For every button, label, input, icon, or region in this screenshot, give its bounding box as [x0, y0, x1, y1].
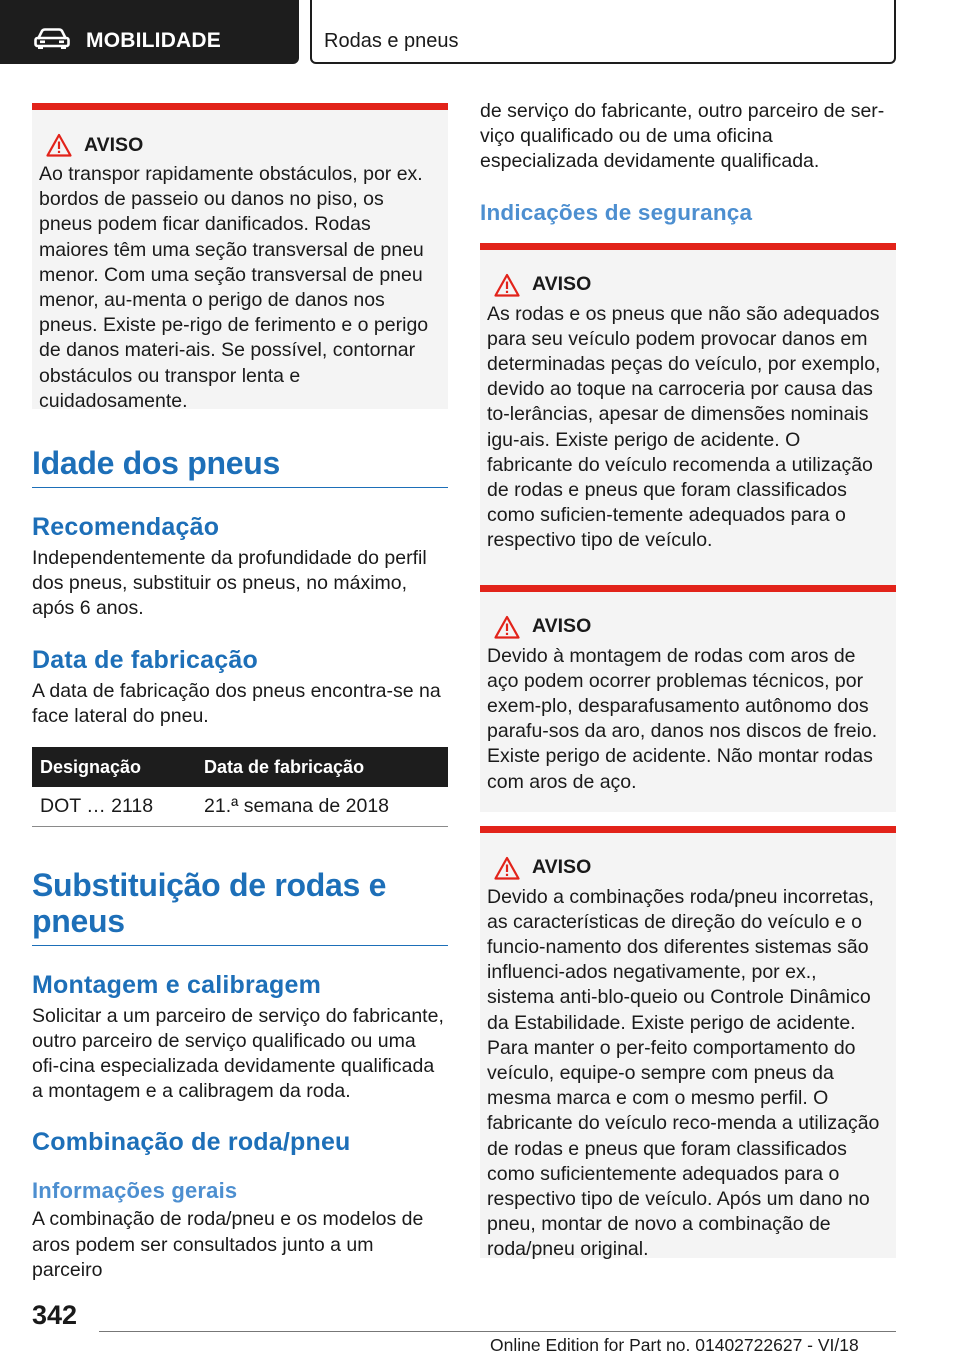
paragraph: Solicitar a um parceiro de serviço do fabricante, outro parceiro de serviço qualificado ou uma ofi-cina especializada devidamente qualificada a montagem e a calibragem da roda. — [32, 1004, 444, 1103]
edition-note: Online Edition for Part no. 01402722627 - VI/18 — [490, 1335, 859, 1355]
date-table — [32, 747, 448, 827]
warning-triangle-icon — [494, 856, 520, 880]
section-tab — [0, 0, 299, 64]
table-cell: DOT … 2118 — [32, 787, 196, 826]
warning-text: As rodas e os pneus que não são adequados para seu veículo podem provocar danos em determinadas peças do veículo, por exemplo, devido ao toque na carroceria por causa das to-lerâncias, apesar de dimensões nominais igu-ais. Existe perigo de acidente. O fabricante do veículo recomenda a utilização de rodas e pneus que foram classificados como suficien-temente adequados para o respectivo tipo de veículo. — [487, 302, 881, 552]
warning-text: Devido à montagem de rodas com aros de aço podem ocorrer problemas técnicos, por exem-plo, desparafusamento autônomo dos parafu-sos da aro, danos nos discos de freio. Existe perigo de acidente. Não montar rodas com aros de aço. — [487, 644, 878, 793]
car-icon — [34, 28, 70, 50]
warning-title: AVISO — [532, 856, 592, 879]
subsection-heading: Data de fabricação — [32, 645, 258, 674]
warning-box — [32, 103, 448, 412]
page-title: Rodas e pneus — [324, 30, 459, 52]
paragraph: de serviço do fabricante, outro parceiro de ser-viço qualificado ou de uma oficina especializada devidamente qualificada. — [480, 100, 885, 173]
minor-heading: Informações gerais — [32, 1178, 238, 1204]
left-column — [32, 103, 448, 1283]
page-number: 342 — [32, 1300, 78, 1330]
warning-header — [487, 272, 888, 298]
section-heading: Substituição de rodas e pneus — [32, 867, 448, 946]
subsection-heading: Montagem e calibragem — [32, 970, 322, 999]
warning-text: Devido a combinações roda/pneu incorretas, as características de direção do veículo e o funcio-namento dos diferentes sistemas são influenci-ados negativamente, por ex., sistema anti-blo-queio ou Controle Dinâmico da Estabilidade. Existe perigo de acidente. Para manter o per-feito comportamento do veículo, equipe-o sempre com pneus da mesma marca e com o mesmo perfil. O fabricante do veículo reco-menda a utilização de rodas e pneus que foram classificados como suficientemente adequados para o respectivo tipo de veículo. Após um dano no pneu, montar de novo a combinação de roda/pneu original. — [487, 885, 880, 1261]
subsection-heading: Recomendação — [32, 513, 220, 541]
table-cell: 21.ª semana de 2018 — [196, 787, 448, 826]
warning-title: AVISO — [532, 273, 592, 296]
warning-header — [487, 855, 888, 881]
minor-heading: Indicações de segurança — [480, 199, 753, 225]
warning-box — [480, 585, 896, 812]
warning-title: AVISO — [84, 133, 144, 156]
warning-header — [39, 132, 440, 158]
warning-triangle-icon — [46, 133, 72, 157]
warning-box — [480, 826, 896, 1261]
right-column — [480, 99, 896, 1261]
warning-box — [480, 243, 896, 585]
section-heading: Idade dos pneus — [32, 445, 448, 488]
warning-text: Ao transpor rapidamente obstáculos, por ex. bordos de passeio ou danos no piso, os pneus podem ficar danificados. Rodas maiores têm uma seção transversal de pneu menor. Com uma seção transversal de pneu menor, au-menta o perigo de danos nos pneus. Existe pe-rigo de ferimento e o perigo de danos materi-ais. Se possível, contornar obstáculos ou transpor lenta e cuidadosamente. — [39, 163, 429, 412]
paragraph: A combinação de roda/pneu e os modelos de aros podem ser consultados junto a um parceiro — [32, 1208, 424, 1281]
paragraph: A data de fabricação dos pneus encontra-se na face lateral do pneu. — [32, 679, 441, 727]
warning-header — [487, 614, 888, 640]
table-row — [32, 787, 448, 826]
warning-triangle-icon — [494, 273, 520, 297]
warning-triangle-icon — [494, 615, 520, 639]
section-label: MOBILIDADE — [86, 29, 221, 52]
table-header-cell: Designação — [32, 747, 196, 787]
table-header-cell: Data de fabricação — [196, 747, 448, 787]
paragraph: Independentemente da profundidade do perfil dos pneus, substituir os pneus, no máximo, após 6 anos. — [32, 547, 427, 620]
warning-title: AVISO — [532, 615, 592, 638]
table-header-row — [32, 747, 448, 787]
subsection-heading: Combinação de roda/pneu — [32, 1128, 351, 1157]
footer-divider — [99, 1331, 896, 1332]
